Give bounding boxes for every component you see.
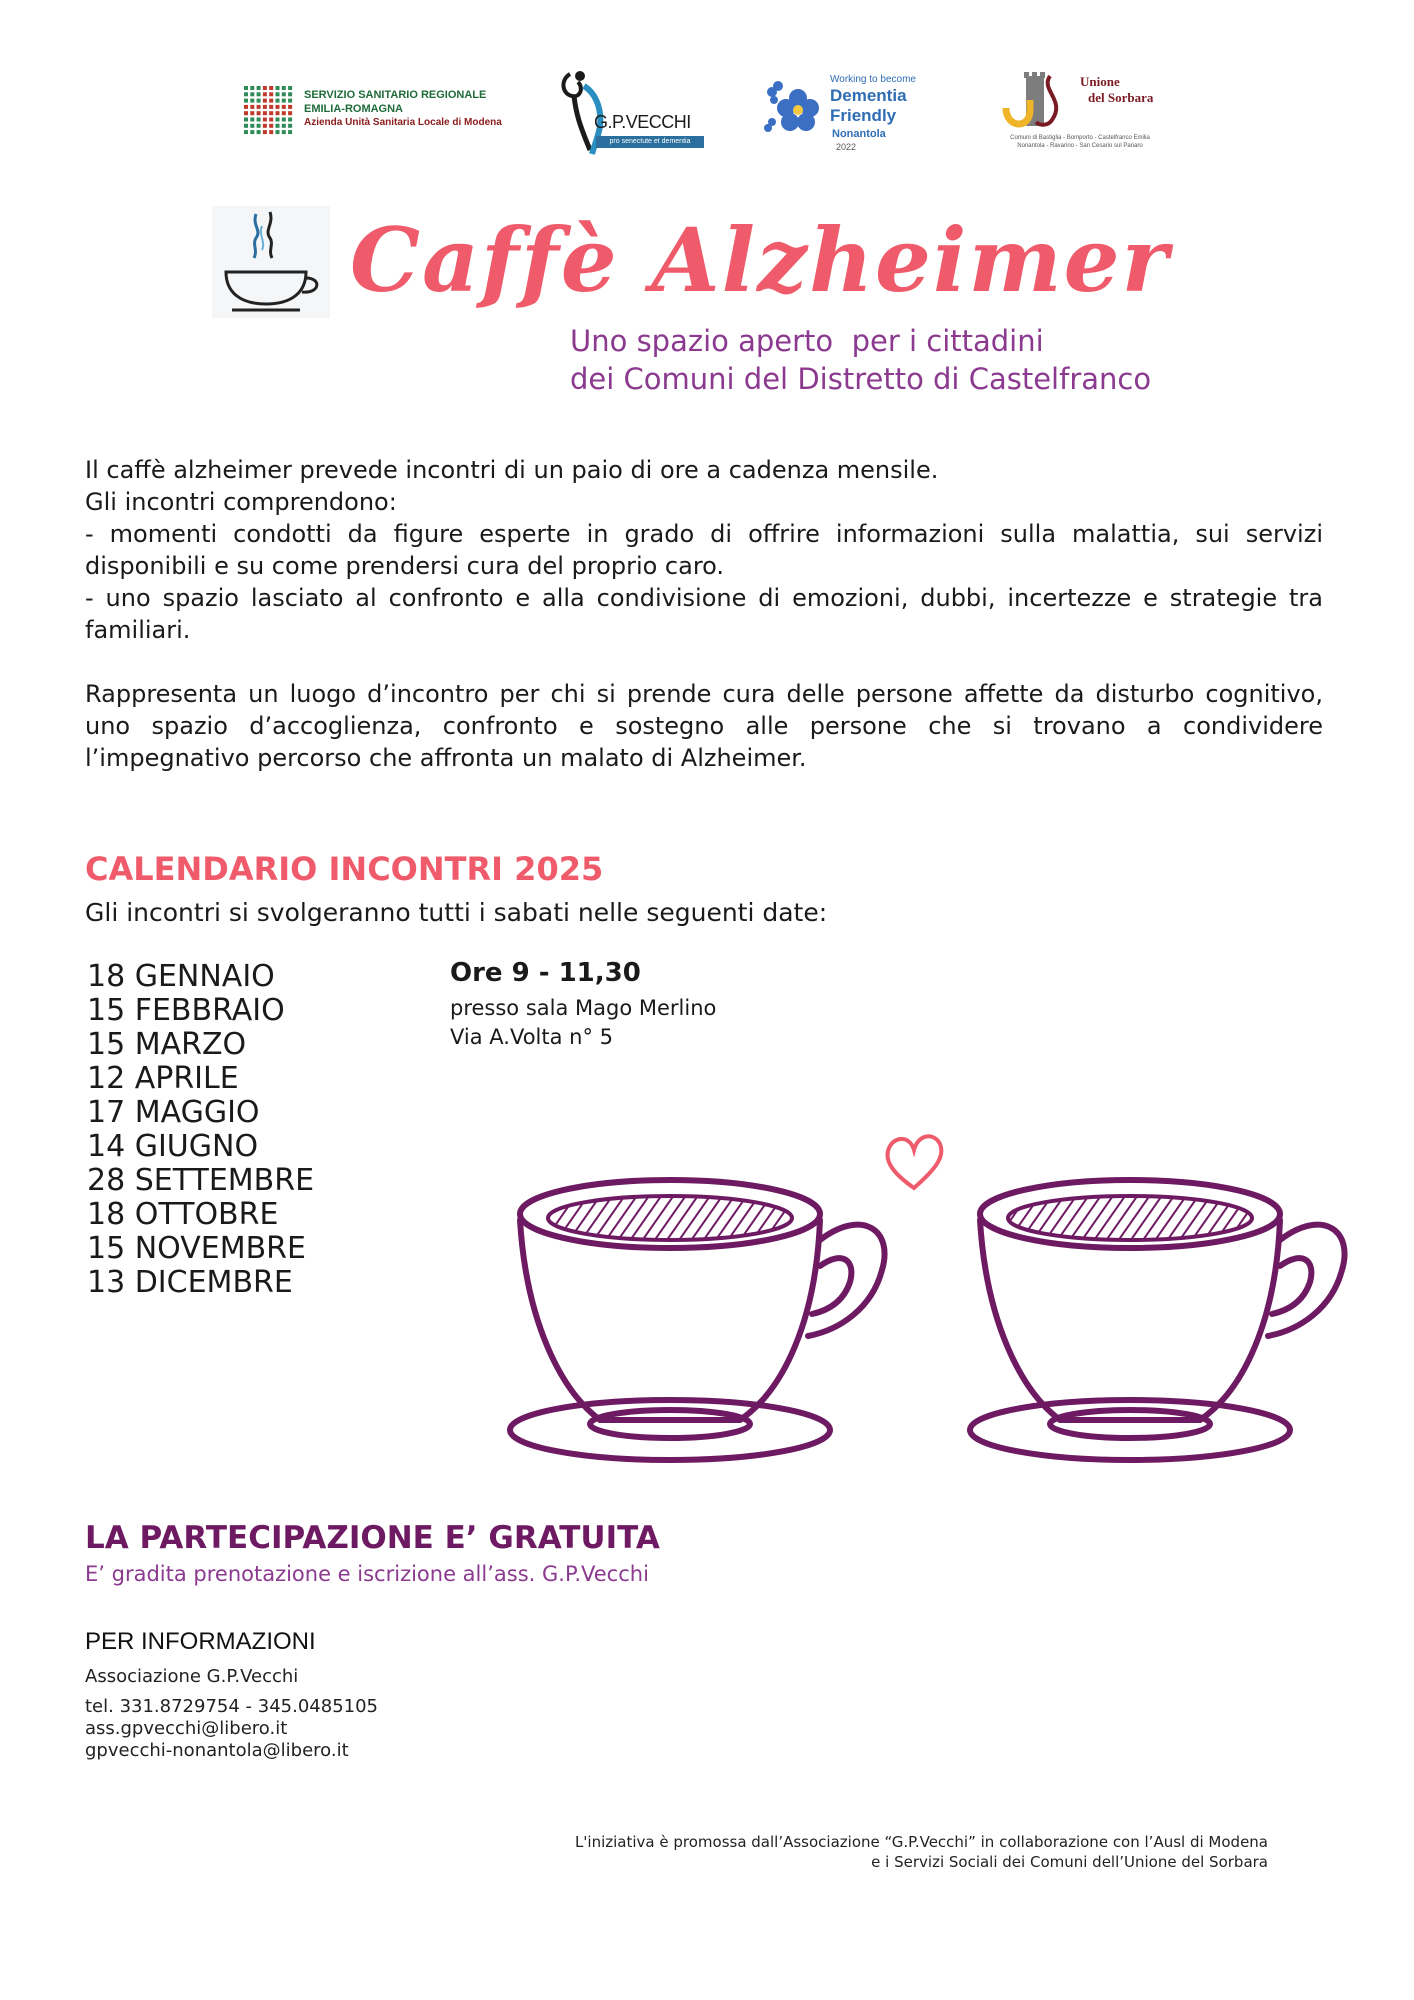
ssr-grid-icon <box>242 84 294 136</box>
unione-small: Comuni di Bastiglia - Bomporto - Castelfranco Emilia Nonantola - Ravarino - San Cesario sul Panaro <box>1010 135 1150 149</box>
date-item: 13 DICEMBRE <box>87 1265 293 1300</box>
description-paragraph: Rappresenta un luogo d’incontro per chi si prende cura delle persone affette da disturbo cognitivo, uno spazio d’accoglienza, confronto e sostegno alle persone che si trovano a condividere l’impegnativo percorso che affronta un malato di Alzheimer. <box>85 680 1323 772</box>
unione-line2: del Sorbara <box>1088 90 1154 105</box>
left-cup-icon <box>510 1180 885 1460</box>
coffee-faces-icon <box>212 206 330 318</box>
info-email-2[interactable]: gpvecchi-nonantola@libero.it <box>85 1740 349 1761</box>
info-phone: tel. 331.8729754 - 345.0485105 <box>85 1696 379 1717</box>
gpvecchi-sub: pro senectute et dementia <box>596 136 704 148</box>
ssr-line2: EMILIA-ROMAGNA <box>304 103 403 115</box>
unione-sorbara-logo <box>1000 70 1160 152</box>
participation-title: LA PARTECIPAZIONE E’ GRATUITA <box>85 1520 660 1556</box>
footer-line1: L'iniziativa è promossa dall’Associazione “G.P.Vecchi” in collaborazione con l’Ausl di Modena <box>574 1833 1268 1851</box>
venue-line2: Via A.Volta n° 5 <box>450 1025 613 1049</box>
date-item: 28 SETTEMBRE <box>87 1163 315 1198</box>
info-block <box>85 1666 378 1762</box>
intro-line2: Gli incontri comprendono: <box>85 488 397 516</box>
date-list <box>87 960 314 1300</box>
unione-line1: Unione <box>1080 74 1120 89</box>
date-item: 15 FEBBRAIO <box>87 993 285 1028</box>
ssr-line1: SERVIZIO SANITARIO REGIONALE <box>304 89 487 101</box>
date-item: 17 MAGGIO <box>87 1095 260 1130</box>
dementia-small: Working to become <box>830 74 916 85</box>
forget-me-not-icon <box>764 76 828 146</box>
dementia-line1: Dementia <box>830 86 907 105</box>
page-title: Caffè Alzheimer <box>350 208 1170 312</box>
date-item: 12 APRILE <box>87 1061 239 1096</box>
tower-icon <box>1000 70 1078 132</box>
gpvecchi-logo <box>550 66 708 158</box>
page-subtitle <box>570 322 1151 398</box>
meeting-time: Ore 9 - 11,30 <box>450 958 641 988</box>
calendar-subtitle: Gli incontri si svolgeranno tutti i sabati nelle seguenti date: <box>85 898 828 927</box>
date-item: 15 NOVEMBRE <box>87 1231 306 1266</box>
info-email-1[interactable]: ass.gpvecchi@libero.it <box>85 1718 288 1739</box>
subtitle-line1: Uno spazio aperto per i cittadini <box>570 324 1044 358</box>
calendar-title: CALENDARIO INCONTRI 2025 <box>85 850 604 888</box>
info-org: Associazione G.P.Vecchi <box>85 1666 299 1687</box>
dementia-year: 2022 <box>836 142 857 152</box>
right-cup-icon <box>970 1180 1345 1460</box>
gpvecchi-name: G.P.VECCHI <box>594 112 691 132</box>
venue-line1: presso sala Mago Merlino <box>450 996 717 1020</box>
intro-line4: - uno spazio lasciato al confronto e alla condivisione di emozioni, dubbi, incertezze e strategie tra familiari. <box>85 584 1323 644</box>
date-item: 14 GIUGNO <box>87 1129 259 1164</box>
intro-line1: Il caffè alzheimer prevede incontri di un paio di ore a cadenza mensile. <box>85 456 939 484</box>
footer-note <box>575 1832 1268 1872</box>
ssr-line3: Azienda Unità Sanitaria Locale di Modena <box>304 117 502 128</box>
intro-line3: - momenti condotti da figure esperte in grado di offrire informazioni sulla malattia, sui servizi disponibili e su come prendersi cura del proprio caro. <box>85 520 1323 580</box>
subtitle-line2: dei Comuni del Distretto di Castelfranco <box>570 362 1152 396</box>
date-item: 18 GENNAIO <box>87 959 275 994</box>
date-item: 18 OTTOBRE <box>87 1197 279 1232</box>
dementia-line2: Friendly <box>830 106 897 125</box>
date-item: 15 MARZO <box>87 1027 247 1062</box>
meeting-venue <box>450 994 716 1052</box>
coffee-cups-illustration <box>490 1090 1360 1480</box>
heart-icon <box>887 1136 941 1188</box>
participation-subtitle: E’ gradita prenotazione e iscrizione all’ass. G.P.Vecchi <box>85 1562 649 1586</box>
footer-line2: e i Servizi Sociali dei Comuni dell’Unione del Sorbara <box>871 1853 1268 1871</box>
dementia-town: Nonantola <box>832 128 886 140</box>
ssr-logo <box>242 84 502 144</box>
dementia-friendly-logo <box>764 70 944 158</box>
intro-paragraph <box>85 454 1323 646</box>
info-title: PER INFORMAZIONI <box>85 1628 316 1655</box>
